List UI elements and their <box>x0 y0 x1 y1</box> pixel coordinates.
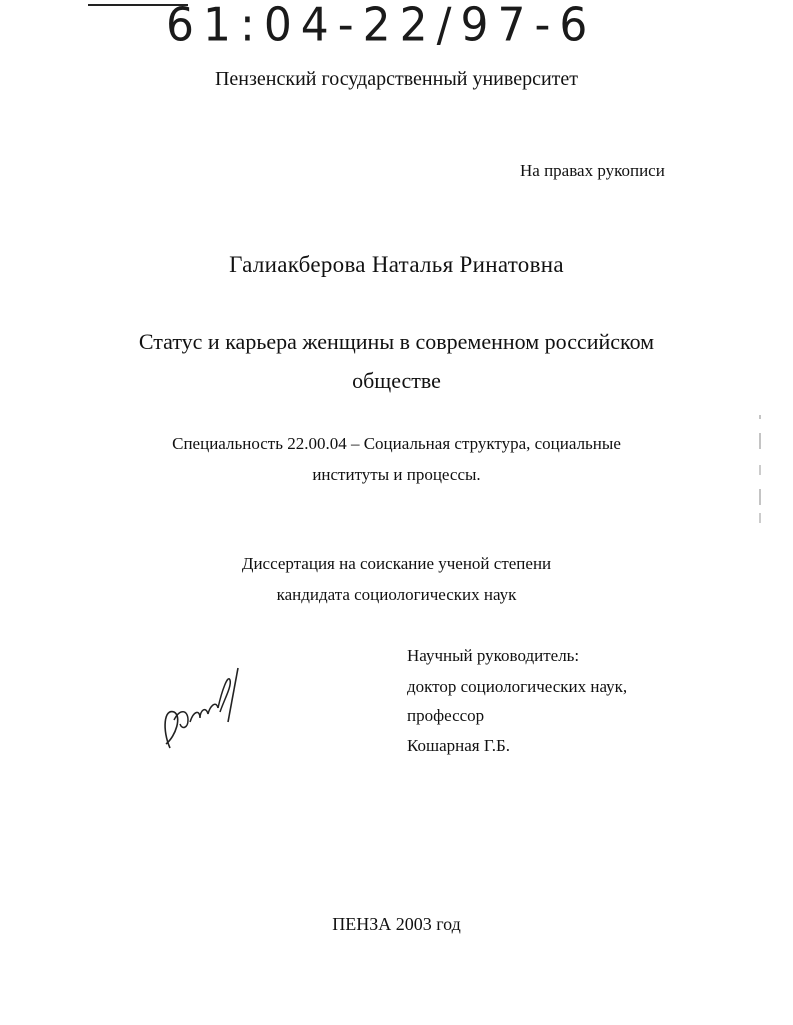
supervisor-rank: профессор <box>407 706 485 725</box>
specialty-line-2: институты и процессы. <box>312 465 481 484</box>
supervisor-name: Кошарная Г.Б. <box>407 736 511 755</box>
supervisor-degree: доктор социологических наук, <box>407 677 628 696</box>
supervisor-label: Научный руководитель: <box>407 646 580 665</box>
handwritten-signature <box>158 660 253 760</box>
author-name: Галиакберова Наталья Ринатовна <box>229 252 564 277</box>
scan-edge-marks <box>757 415 763 525</box>
city-year: ПЕНЗА 2003 год <box>332 914 461 934</box>
specialty-line-1: Специальность 22.00.04 – Социальная структура, социальные <box>172 434 621 453</box>
dissertation-title-line-1: Статус и карьера женщины в современном российском <box>138 329 655 354</box>
university-name: Пензенский государственный университет <box>214 68 579 90</box>
archive-code-handwritten: 61:04-22/97-6 <box>166 0 597 53</box>
degree-line-1: Диссертация на соискание ученой степени <box>241 554 552 573</box>
degree-line-2: кандидата социологических наук <box>276 585 517 604</box>
manuscript-rights-note: На правах рукописи <box>520 161 665 180</box>
dissertation-title-line-2: обществе <box>352 368 441 393</box>
